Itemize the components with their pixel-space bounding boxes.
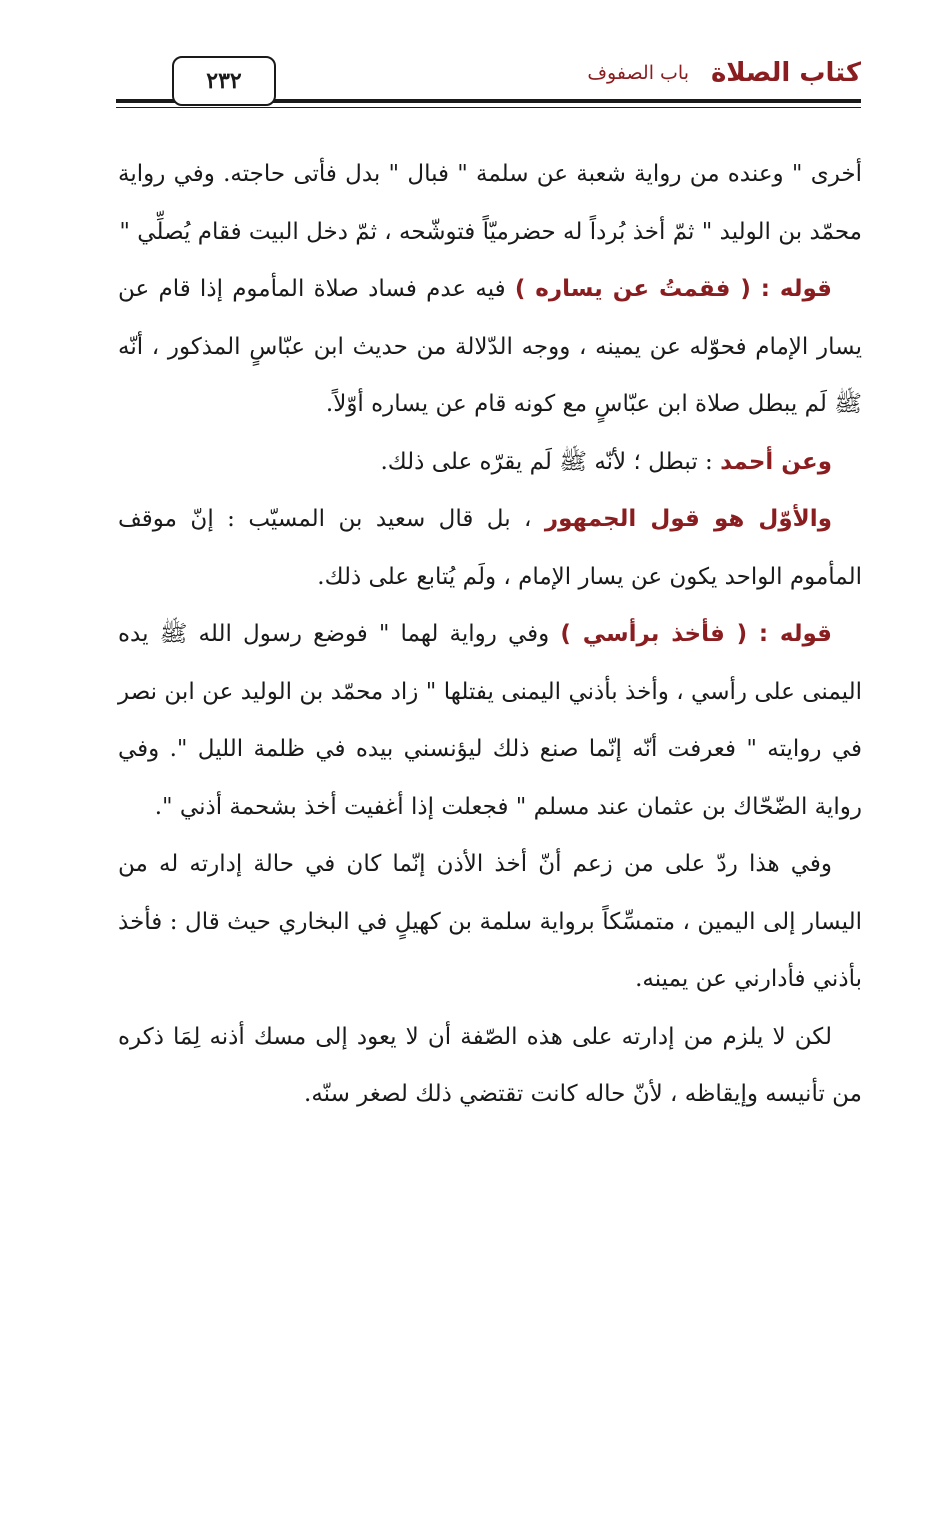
paragraph-3 <box>118 434 862 492</box>
chapter-title: باب الصفوف <box>587 62 689 84</box>
header-rule-thin <box>116 107 861 108</box>
paragraph-4-lead: والأوّل هو قول الجمهور <box>544 506 832 532</box>
page-header <box>116 50 861 114</box>
paragraph-5 <box>118 606 862 836</box>
page-number-text: ٢٣٢ <box>206 68 242 94</box>
paragraph-1: أخرى " وعنده من رواية شعبة عن سلمة " فبال " بدل فأتى حاجته. وفي رواية محمّد بن الوليد " ثمّ أخذ بُرداً له حضرميّاً فتوشّحه ، ثمّ دخل البيت فقام يُصلِّي " <box>118 161 862 245</box>
paragraph-5-text: وفي رواية لهما " فوضع رسول الله ﷺ يده اليمنى على رأسي ، وأخذ بأذني اليمنى يفتلها " زاد محمّد بن الوليد عن ابن نصر في روايته " فعرفت أنّه إنّما صنع ذلك ليؤنسني بيده في ظلمة الليل ". وفي رواية الضّحّاك بن عثمان عند مسلم " فجعلت إذا أغفيت أخذ بشحمة أذني ". <box>118 621 862 820</box>
page-number <box>172 56 276 106</box>
paragraph-4 <box>118 491 862 606</box>
book-title: كتاب الصلاة <box>710 58 861 88</box>
paragraph-3-text: : تبطل ؛ لأنّه ﷺ لَم يقرّه على ذلك. <box>380 448 721 475</box>
paragraph-2-lead: قوله : ( فقمتُ عن يساره ) <box>514 276 832 302</box>
paragraph-3-lead: وعن أحمد <box>720 448 832 475</box>
paragraph-2 <box>118 261 862 434</box>
paragraph-2-text: فيه عدم فساد صلاة المأموم إذا قام عن يسار الإمام فحوّله عن يمينه ، ووجه الدّلالة من حديث ابن عبّاسٍ المذكور ، أنّه ﷺ لَم يبطل صلاة ابن عبّاسٍ مع كونه قام عن يساره أوّلاً. <box>118 276 862 417</box>
body-text <box>118 146 862 1124</box>
paragraph-5-lead: قوله : ( فأخذ برأسي ) <box>560 621 832 647</box>
paragraph-7: لكن لا يلزم من إدارته على هذه الصّفة أن لا يعود إلى مسك أذنه لِمَا ذكره من تأنيسه وإيقاظه ، لأنّ حاله كانت تقتضي ذلك لصغر سنّه. <box>118 1023 862 1107</box>
paragraph-4-text: ، بل قال سعيد بن المسيّب : إنّ موقف المأموم الواحد يكون عن يسار الإمام ، ولَم يُتابع على ذلك. <box>118 506 862 590</box>
paragraph-6: وفي هذا ردّ على من زعم أنّ أخذ الأذن إنّما كان في حالة إدارته له من اليسار إلى اليمين ، متمسِّكاً برواية سلمة بن كهيلٍ في البخاري حيث قال : فأخذ بأذني فأدارني عن يمينه. <box>118 851 862 992</box>
